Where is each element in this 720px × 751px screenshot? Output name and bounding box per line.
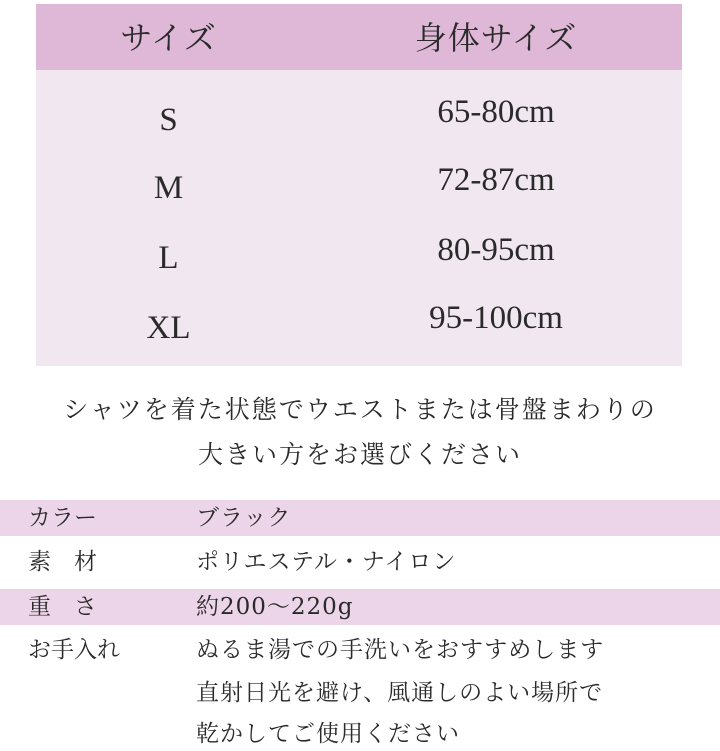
size-range-s: 65-80cm bbox=[437, 94, 555, 130]
spec-value-weight: 約200〜220g bbox=[196, 594, 354, 620]
size-label-l: L bbox=[158, 240, 179, 276]
spec-value-care-line-3: 乾かしてご使用ください bbox=[196, 721, 460, 747]
spec-value-color: ブラック bbox=[196, 505, 292, 531]
size-table-header bbox=[36, 4, 682, 70]
spec-row-color-band bbox=[0, 500, 720, 536]
size-range-m: 72-87cm bbox=[437, 162, 555, 198]
size-column-header: サイズ bbox=[120, 19, 217, 57]
spec-label-color: カラー bbox=[28, 505, 97, 531]
size-note-line-2: 大きい方をお選びください bbox=[197, 440, 522, 469]
spec-label-care: お手入れ bbox=[28, 637, 120, 663]
size-label-m: M bbox=[153, 170, 184, 206]
spec-row-weight-band bbox=[0, 589, 720, 625]
size-label-s: S bbox=[159, 102, 178, 138]
body-size-column-header: 身体サイズ bbox=[414, 19, 578, 57]
spec-label-material: 素 材 bbox=[28, 549, 97, 575]
spec-value-material: ポリエステル・ナイロン bbox=[196, 549, 457, 575]
size-table bbox=[36, 4, 682, 366]
spec-value-care-line-2: 直射日光を避け、風通しのよい場所で bbox=[196, 680, 604, 706]
size-range-xl: 95-100cm bbox=[429, 300, 563, 336]
size-label-xl: XL bbox=[146, 310, 191, 346]
size-range-l: 80-95cm bbox=[437, 232, 555, 268]
spec-value-care-line-1: ぬるま湯での手洗いをおすすめします bbox=[196, 637, 605, 663]
spec-label-weight: 重 さ bbox=[28, 594, 97, 620]
size-note-line-1: シャツを着た状態でウエストまたは骨盤まわりの bbox=[63, 395, 657, 424]
